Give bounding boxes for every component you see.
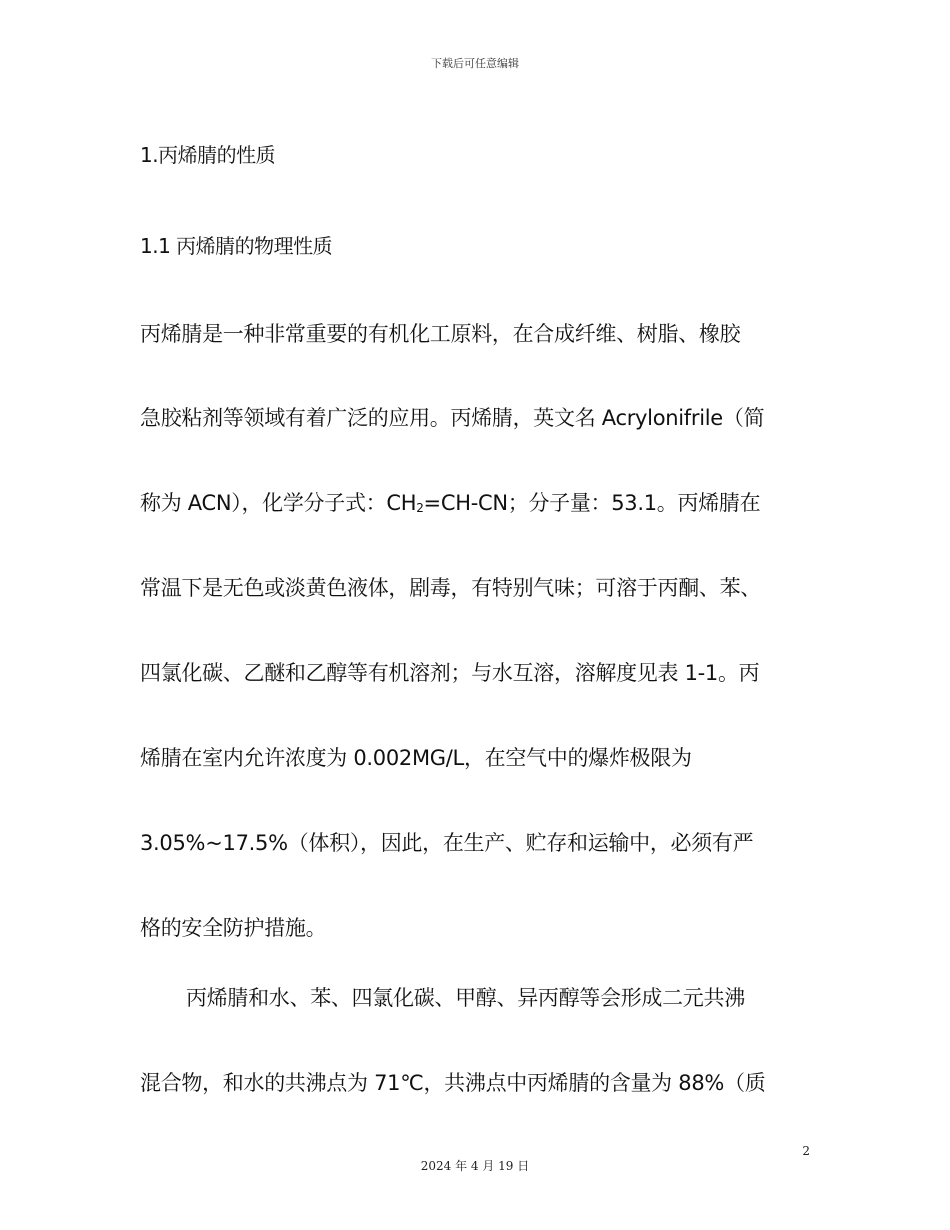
formula-subscript: 2	[416, 501, 424, 515]
paragraph-line: 混合物，和水的共沸点为 71℃，共沸点中丙烯腈的含量为 88%（质	[140, 1071, 766, 1095]
header-note: 下载后可任意编辑	[431, 57, 519, 70]
page-number: 2	[802, 1144, 810, 1158]
formula-text-after: =CH-CN；分子量：53.1。丙烯腈在	[423, 491, 761, 515]
paragraph-line: 3.05%~17.5%（体积），因此，在生产、贮存和运输中，必须有严	[140, 831, 754, 855]
footer-date: 2024 年 4 月 19 日	[420, 1159, 530, 1173]
paragraph-line: 急胶粘剂等领域有着广泛的应用。丙烯腈，英文名 Acrylonifrile（简	[140, 406, 765, 430]
paragraph-line: 格的安全防护措施。	[140, 916, 327, 940]
paragraph-line: 丙烯腈和水、苯、四氯化碳、甲醇、异丙醇等会形成二元共沸	[186, 986, 745, 1010]
paragraph-line-formula	[140, 489, 760, 522]
section-heading: 1.丙烯腈的性质	[140, 143, 276, 167]
paragraph-line: 常温下是无色或淡黄色液体，剧毒，有特别气味；可溶于丙酮、苯、	[140, 576, 761, 600]
paragraph-line: 丙烯腈是一种非常重要的有机化工原料，在合成纤维、树脂、橡胶	[140, 322, 741, 346]
paragraph-line: 烯腈在室内允许浓度为 0.002MG/L，在空气中的爆炸极限为	[140, 746, 692, 770]
subsection-heading: 1.1 丙烯腈的物理性质	[140, 234, 333, 258]
paragraph-line: 四氯化碳、乙醚和乙醇等有机溶剂；与水互溶，溶解度见表 1-1。丙	[140, 661, 760, 685]
formula-text-before: 称为 ACN），化学分子式：CH	[140, 491, 417, 515]
